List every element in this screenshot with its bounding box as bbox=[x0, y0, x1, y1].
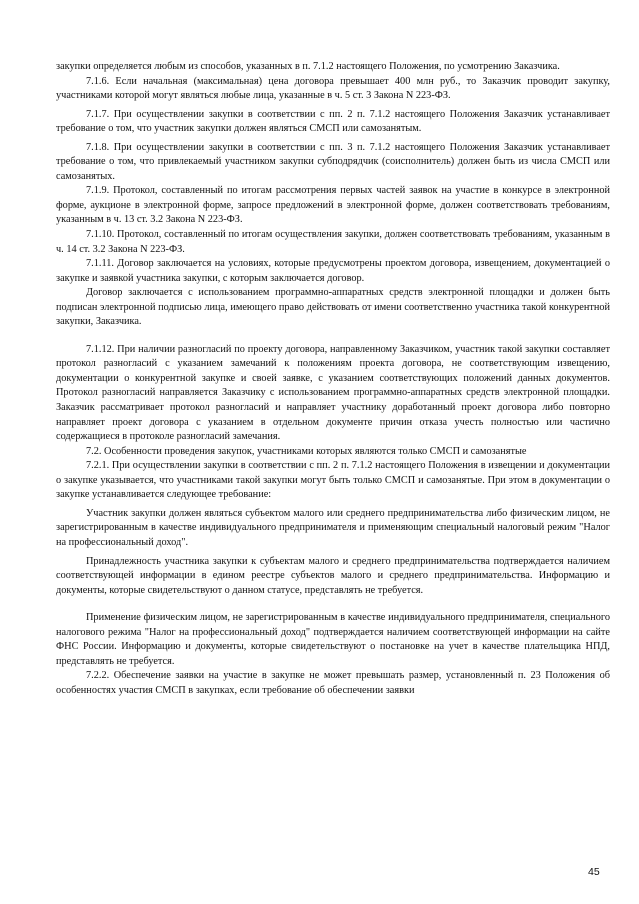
paragraph-self-employed-confirmation: Применение физическим лицом, не зарегистрированным в качестве индивидуального предпринимателя, специального налогового режима "Налог на профессиональный доход" подтверждается наличием соответствующей информации на сайте ФНС России. Информацию и документы, которые свидетельствуют о постановке на учет в качестве плательщика НПД, представлять не требуется. bbox=[56, 612, 610, 667]
paragraph-smsp-confirmation: Принадлежность участника закупки к субъектам малого и среднего предпринимательства подтверждается наличием соответствующей информации в едином реестре субъектов малого и среднего предпринимательства. Информацию и документы, которые свидетельствуют о данном статусе, представлять не требуется. bbox=[56, 555, 610, 596]
page-number: 45 bbox=[588, 866, 600, 878]
paragraph-7-1-9: 7.1.9. Протокол, составленный по итогам рассмотрения первых частей заявок на участие в конкурсе в электронной форме, аукционе в электронной форме, запросе предложений в электронной форме, должен соответствовать требованиям, указанным в ч. 13 ст. 3.2 Закона N 223-ФЗ. bbox=[56, 185, 610, 226]
paragraph-participant-requirement: Участник закупки должен являться субъектом малого или среднего предпринимательства либо физическим лицом, не зарегистрированным в качестве индивидуального предпринимателя и применяющим специальный налоговый режим "Налог на профессиональный доход". bbox=[56, 507, 610, 548]
paragraph-continuation: закупки определяется любым из способов, указанных в п. 7.1.2 настоящего Положения, по усмотрению Заказчика. bbox=[56, 61, 560, 72]
section-heading-7-2: 7.2. Особенности проведения закупок, участниками которых являются только СМСП и самозанятые bbox=[86, 445, 527, 457]
paragraph-7-2-2: 7.2.2. Обеспечение заявки на участие в закупке не может превышать размер, установленный п. 23 Положения об особенностях участия СМСП в закупках, если требование об обеспечении заявки bbox=[56, 670, 610, 696]
paragraph-7-1-7: 7.1.7. При осуществлении закупки в соответствии с пп. 2 п. 7.1.2 настоящего Положения Заказчик устанавливает требование о том, что участник закупки должен являться СМСП или самозанятым. bbox=[56, 108, 610, 135]
paragraph-7-2-1: 7.2.1. При осуществлении закупки в соответствии с пп. 2 п. 7.1.2 настоящего Положения в извещении и документации о закупке указывается, что участниками такой закупки могут быть только СМСП и самозанятые. При этом в документации о закупке устанавливается следующее требование: bbox=[56, 460, 610, 501]
paragraph-7-1-6: 7.1.6. Если начальная (максимальная) цена договора превышает 400 млн руб., то Заказчик проводит закупку, участниками которой могут являться любые лица, указанные в ч. 5 ст. 3 Закона N 223-ФЗ. bbox=[56, 75, 610, 102]
paragraph-7-1-10: 7.1.10. Протокол, составленный по итогам осуществления закупки, должен соответствовать требованиям, указанным в ч. 14 ст. 3.2 Закона N 223-ФЗ. bbox=[56, 229, 610, 255]
paragraph-7-1-11: 7.1.11. Договор заключается на условиях, которые предусмотрены проектом договора, извещением, документацией о закупке и заявкой участника закупки, с которым заключается договор. bbox=[56, 258, 610, 284]
paragraph-7-1-8: 7.1.8. При осуществлении закупки в соответствии с пп. 3 п. 7.1.2 настоящего Положения Заказчик устанавливает требование о том, что привлекаемый участником закупки субподрядчик (соисполнитель) должен быть из числа СМСП или самозанятых. bbox=[56, 141, 610, 182]
paragraph-contract-signing: Договор заключается с использованием программно-аппаратных средств электронной площадки и должен быть подписан электронной подписью лица, имеющего право действовать от имени соответственно участника такой конкурентной закупки, Заказчика. bbox=[56, 287, 610, 328]
paragraph-7-1-12: 7.1.12. При наличии разногласий по проекту договора, направленному Заказчиком, участник такой закупки составляет протокол разногласий с указанием замечаний к положениям проекта договора, не соответствующим извещению, документации о конкурентной закупке и своей заявке, с указанием соответствующих положений данных документов. Протокол разногласий направляется Заказчику с использованием программно-аппаратных средств электронной площадки. Заказчик рассматривает протокол разногласий и направляет участнику доработанный проект договора либо повторно направляет проект договора с указанием в отдельном документе причин отказа учесть полностью или частично содержащиеся в протоколе разногласий замечания. bbox=[56, 343, 610, 443]
document-page bbox=[56, 60, 610, 698]
